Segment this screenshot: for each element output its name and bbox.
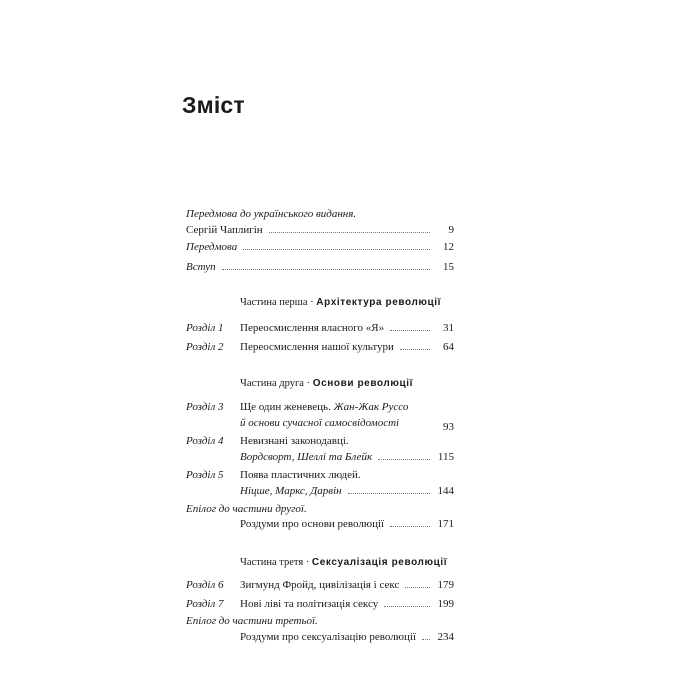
toc-entry-title: Сергій Чаплигін <box>186 224 263 236</box>
chapter-number: Розділ 2 <box>186 341 224 353</box>
toc-entry-chapter-3-line1[interactable] <box>240 400 408 414</box>
part-separator: · <box>306 378 311 389</box>
dot-leader <box>400 349 430 350</box>
toc-entry-title: Роздуми про сексуалізацію революції <box>240 631 416 643</box>
part-label: Частина третя <box>240 557 304 568</box>
part-label: Частина перша <box>240 297 308 308</box>
chapter-number: Розділ 7 <box>186 598 224 610</box>
dot-leader <box>422 639 430 640</box>
toc-entry-chapter-2[interactable] <box>240 340 454 354</box>
page-number: 234 <box>437 631 454 643</box>
part-separator: · <box>305 557 310 568</box>
toc-entry-title: Переосмислення нашої культури <box>240 341 394 353</box>
part-heading-3 <box>240 556 447 570</box>
dot-leader <box>378 459 430 460</box>
toc-entry-preface-ua: Передмова до українського видання. <box>186 208 357 220</box>
dot-leader <box>222 269 430 270</box>
part-separator: · <box>310 297 314 308</box>
page-number: 15 <box>443 261 454 273</box>
toc-entry-subtitle: Ніцше, Маркс, Дарвін <box>240 485 342 497</box>
toc-entry-title: Нові ліві та політизація сексу <box>240 598 379 610</box>
page-number: 115 <box>437 451 454 463</box>
page-number: 9 <box>448 224 454 236</box>
part-heading-1 <box>240 296 441 310</box>
toc-entry-chapter-7[interactable] <box>240 597 454 611</box>
part-name: Основи революції <box>312 378 414 389</box>
page-number: 12 <box>443 241 454 253</box>
toc-entry-subtitle: й основи сучасної самосвідомості <box>240 417 400 429</box>
toc-entry-intro[interactable] <box>186 260 454 274</box>
toc-entry-subtitle: Вордсворт, Шеллі та Блейк <box>240 451 373 463</box>
toc-entry-subject: Жан-Жак Руссо <box>333 401 409 413</box>
chapter-number: Розділ 4 <box>186 435 224 447</box>
chapter-number: Розділ 5 <box>186 469 224 481</box>
toc-entry-title: Ще один женевець. <box>240 401 334 413</box>
page-number: 179 <box>437 579 454 591</box>
dot-leader <box>390 526 430 527</box>
page-number: 144 <box>437 485 454 497</box>
part-heading-2 <box>240 377 413 391</box>
toc-entry-epilog-2[interactable] <box>240 517 454 531</box>
page-number: 31 <box>443 322 454 334</box>
epilog-label: Епілог до частини третьої. <box>186 615 318 627</box>
toc-entry-title: Переосмислення власного «Я» <box>240 322 385 334</box>
toc-entry-title: Вступ <box>186 261 216 273</box>
dot-leader <box>405 587 430 588</box>
page-number: 93 <box>443 421 454 433</box>
toc-entry-title: Роздуми про основи революції <box>240 518 385 530</box>
dot-leader <box>390 330 430 331</box>
page-title: Зміст <box>182 92 245 118</box>
toc-entry-title: Передмова <box>186 241 238 253</box>
dot-leader <box>269 232 430 233</box>
epilog-label: Епілог до частини другої. <box>186 503 307 515</box>
chapter-number: Розділ 1 <box>186 322 224 334</box>
toc-entry-chaplygin[interactable] <box>186 223 454 237</box>
page-number: 199 <box>437 598 454 610</box>
chapter-number: Розділ 3 <box>186 401 224 413</box>
part-label: Частина друга <box>240 378 304 389</box>
chapter-number: Розділ 6 <box>186 579 224 591</box>
toc-entry-chapter-4[interactable] <box>240 450 454 464</box>
page-number: 64 <box>443 341 454 353</box>
dot-leader <box>243 249 430 250</box>
toc-entry-chapter-1[interactable] <box>240 321 454 335</box>
part-name: Архітектура революції <box>316 297 442 308</box>
part-name: Сексуалізація революції <box>311 557 448 568</box>
page-number: 171 <box>437 518 454 530</box>
toc-entry-epilog-3[interactable] <box>240 630 454 644</box>
toc-entry-preface[interactable] <box>186 240 454 254</box>
toc-entry-chapter-6[interactable] <box>240 578 454 592</box>
toc-entry-chapter-5[interactable] <box>240 484 454 498</box>
dot-leader <box>348 493 430 494</box>
toc-entry-chapter-3[interactable] <box>240 416 454 433</box>
dot-leader <box>384 606 430 607</box>
toc-entry-title[interactable]: Поява пластичних людей. <box>240 469 361 481</box>
toc-entry-title[interactable]: Невизнані законодавці. <box>240 435 349 447</box>
toc-entry-title: Зигмунд Фройд, цивілізація і секс <box>240 579 400 591</box>
